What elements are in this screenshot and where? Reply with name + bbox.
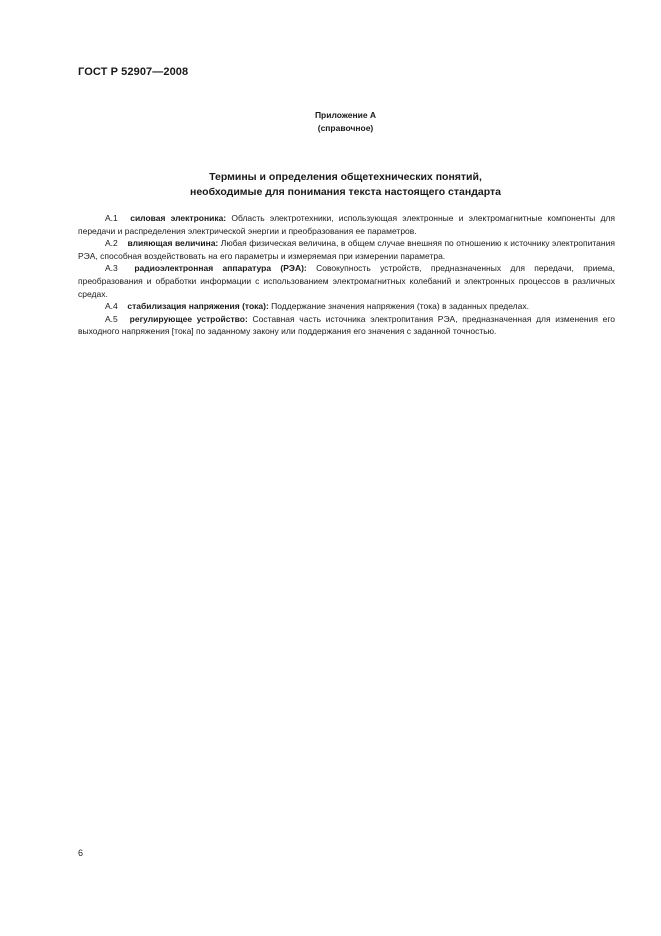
document-code: ГОСТ Р 52907—2008 [78,66,189,78]
entry-term: влияющая величина: [127,238,219,249]
entry-term: радиоэлектронная аппаратура (РЭА): [134,263,307,274]
annex-title: Приложение А [314,110,377,120]
term-list [78,212,615,338]
section-title-line-1: Термины и определения общетехнических понятий, [209,171,482,183]
section-title-line-2: необходимые для понимания текста настоящего стандарта [190,186,501,198]
term-entry [78,300,615,313]
entry-term: регулирующее устройство: [129,313,248,324]
entry-definition: Поддержание значения напряжения (тока) в заданных пределах. [271,301,529,312]
entry-number: А.1 [105,213,118,223]
entry-number: А.3 [105,263,118,274]
entry-term: силовая электроника: [130,213,227,223]
page-number: 6 [78,848,84,858]
entry-definition: Область электротехники, использующая электронные и электромагнитные компоненты для передачи и распределения электрической энергии и преобразования ее параметров. [78,213,615,236]
entry-definition: Составная часть источника электропитания РЭА, предназначенная для изменения его выходного напряжения [тока] по заданному закону или поддержания его значения с заданной точностью. [78,313,615,337]
entry-number: А.4 [105,301,118,312]
annex-heading [0,109,661,135]
entry-definition: Любая физическая величина, в общем случае внешняя по отношению к источнику электропитания РЭА, способная воздействовать на его параметры и измеряемая при измерении параметра. [78,238,615,261]
term-entry [78,212,615,237]
term-entry [78,237,615,262]
annex-subtitle: (справочное) [317,123,374,133]
term-entry [78,313,615,338]
section-title [0,170,661,200]
entry-definition: Совокупность устройств, предназначенных для передачи, приема, преобразования и обработки информации с использованием электромагнитных колебаний и электронных процессов в различных средах. [78,263,615,299]
term-entry [78,262,615,300]
entry-number: А.5 [105,313,118,324]
entry-term: стабилизация напряжения (тока): [127,301,269,312]
entry-number: А.2 [105,238,118,249]
